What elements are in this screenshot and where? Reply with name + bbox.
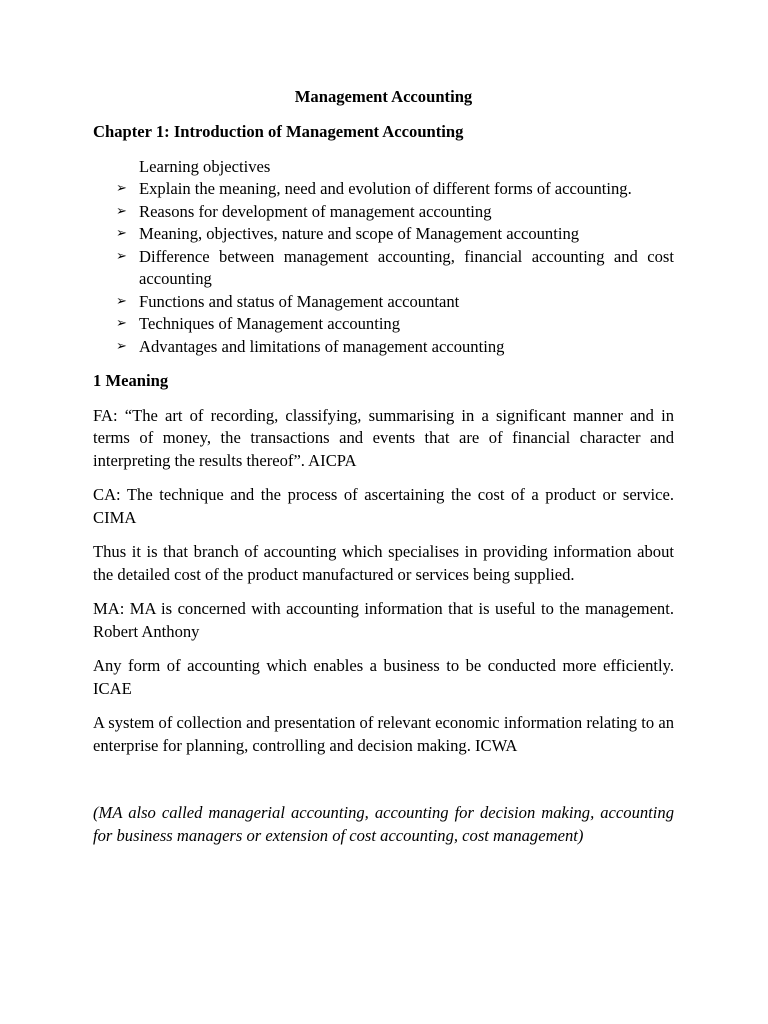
- paragraph-cost-accounting-branch: Thus it is that branch of accounting which specialises in providing information about the detailed cost of the product manufactured or services being supplied.: [93, 542, 674, 584]
- italic-note: (MA also called managerial accounting, accounting for decision making, accounting for business managers or extension of cost accounting, cost management): [93, 803, 674, 845]
- paragraph-fa-definition: FA: “The art of recording, classifying, summarising in a significant manner and in terms of money, the transactions and events that are of financial character and interpreting the results thereof”. AICPA: [93, 405, 674, 470]
- list-item: [93, 291, 674, 314]
- paragraph-ca-definition: CA: The technique and the process of ascertaining the cost of a product or service. CIMA: [93, 485, 674, 527]
- list-item-text: Difference between management accounting, financial accounting and cost accounting: [139, 246, 674, 288]
- list-item-text: Meaning, objectives, nature and scope of Management accounting: [139, 224, 580, 243]
- chapter-heading: Chapter 1: Introduction of Management Accounting: [93, 122, 464, 141]
- section-heading-meaning: 1 Meaning: [93, 371, 169, 390]
- list-item-text: Reasons for development of management accounting: [139, 201, 492, 221]
- arrowhead-bullet-icon: ➢: [116, 181, 127, 196]
- learning-objectives: [93, 156, 674, 359]
- paragraph-icwa-definition: A system of collection and presentation of relevant economic information relating to an enterprise for planning, controlling and decision making. ICWA: [93, 713, 674, 755]
- paragraph-icae-definition: Any form of accounting which enables a business to be conducted more efficiently. ICAE: [93, 656, 674, 698]
- list-item: [93, 313, 674, 336]
- list-item-text: Explain the meaning, need and evolution of different forms of accounting.: [139, 179, 632, 198]
- list-item: [93, 223, 674, 246]
- list-item-text: Functions and status of Management accountant: [139, 291, 460, 311]
- document-page: [93, 86, 674, 847]
- paragraph-ma-definition: MA: MA is concerned with accounting information that is useful to the management. Robert Anthony: [93, 599, 674, 641]
- arrowhead-bullet-icon: ➢: [116, 248, 127, 264]
- arrowhead-bullet-icon: ➢: [116, 293, 127, 309]
- list-item: [93, 336, 674, 359]
- list-item: [93, 246, 674, 291]
- list-item-text: Advantages and limitations of management accounting: [139, 336, 505, 356]
- arrowhead-bullet-icon: ➢: [116, 226, 127, 241]
- objectives-list: [93, 178, 674, 358]
- arrowhead-bullet-icon: ➢: [116, 203, 127, 219]
- list-item-text: Techniques of Management accounting: [139, 314, 401, 333]
- list-item: [93, 201, 674, 224]
- document-title: Management Accounting: [294, 87, 473, 106]
- objectives-heading: Learning objectives: [139, 156, 271, 176]
- arrowhead-bullet-icon: ➢: [116, 338, 127, 354]
- list-item: [93, 178, 674, 201]
- arrowhead-bullet-icon: ➢: [116, 316, 127, 331]
